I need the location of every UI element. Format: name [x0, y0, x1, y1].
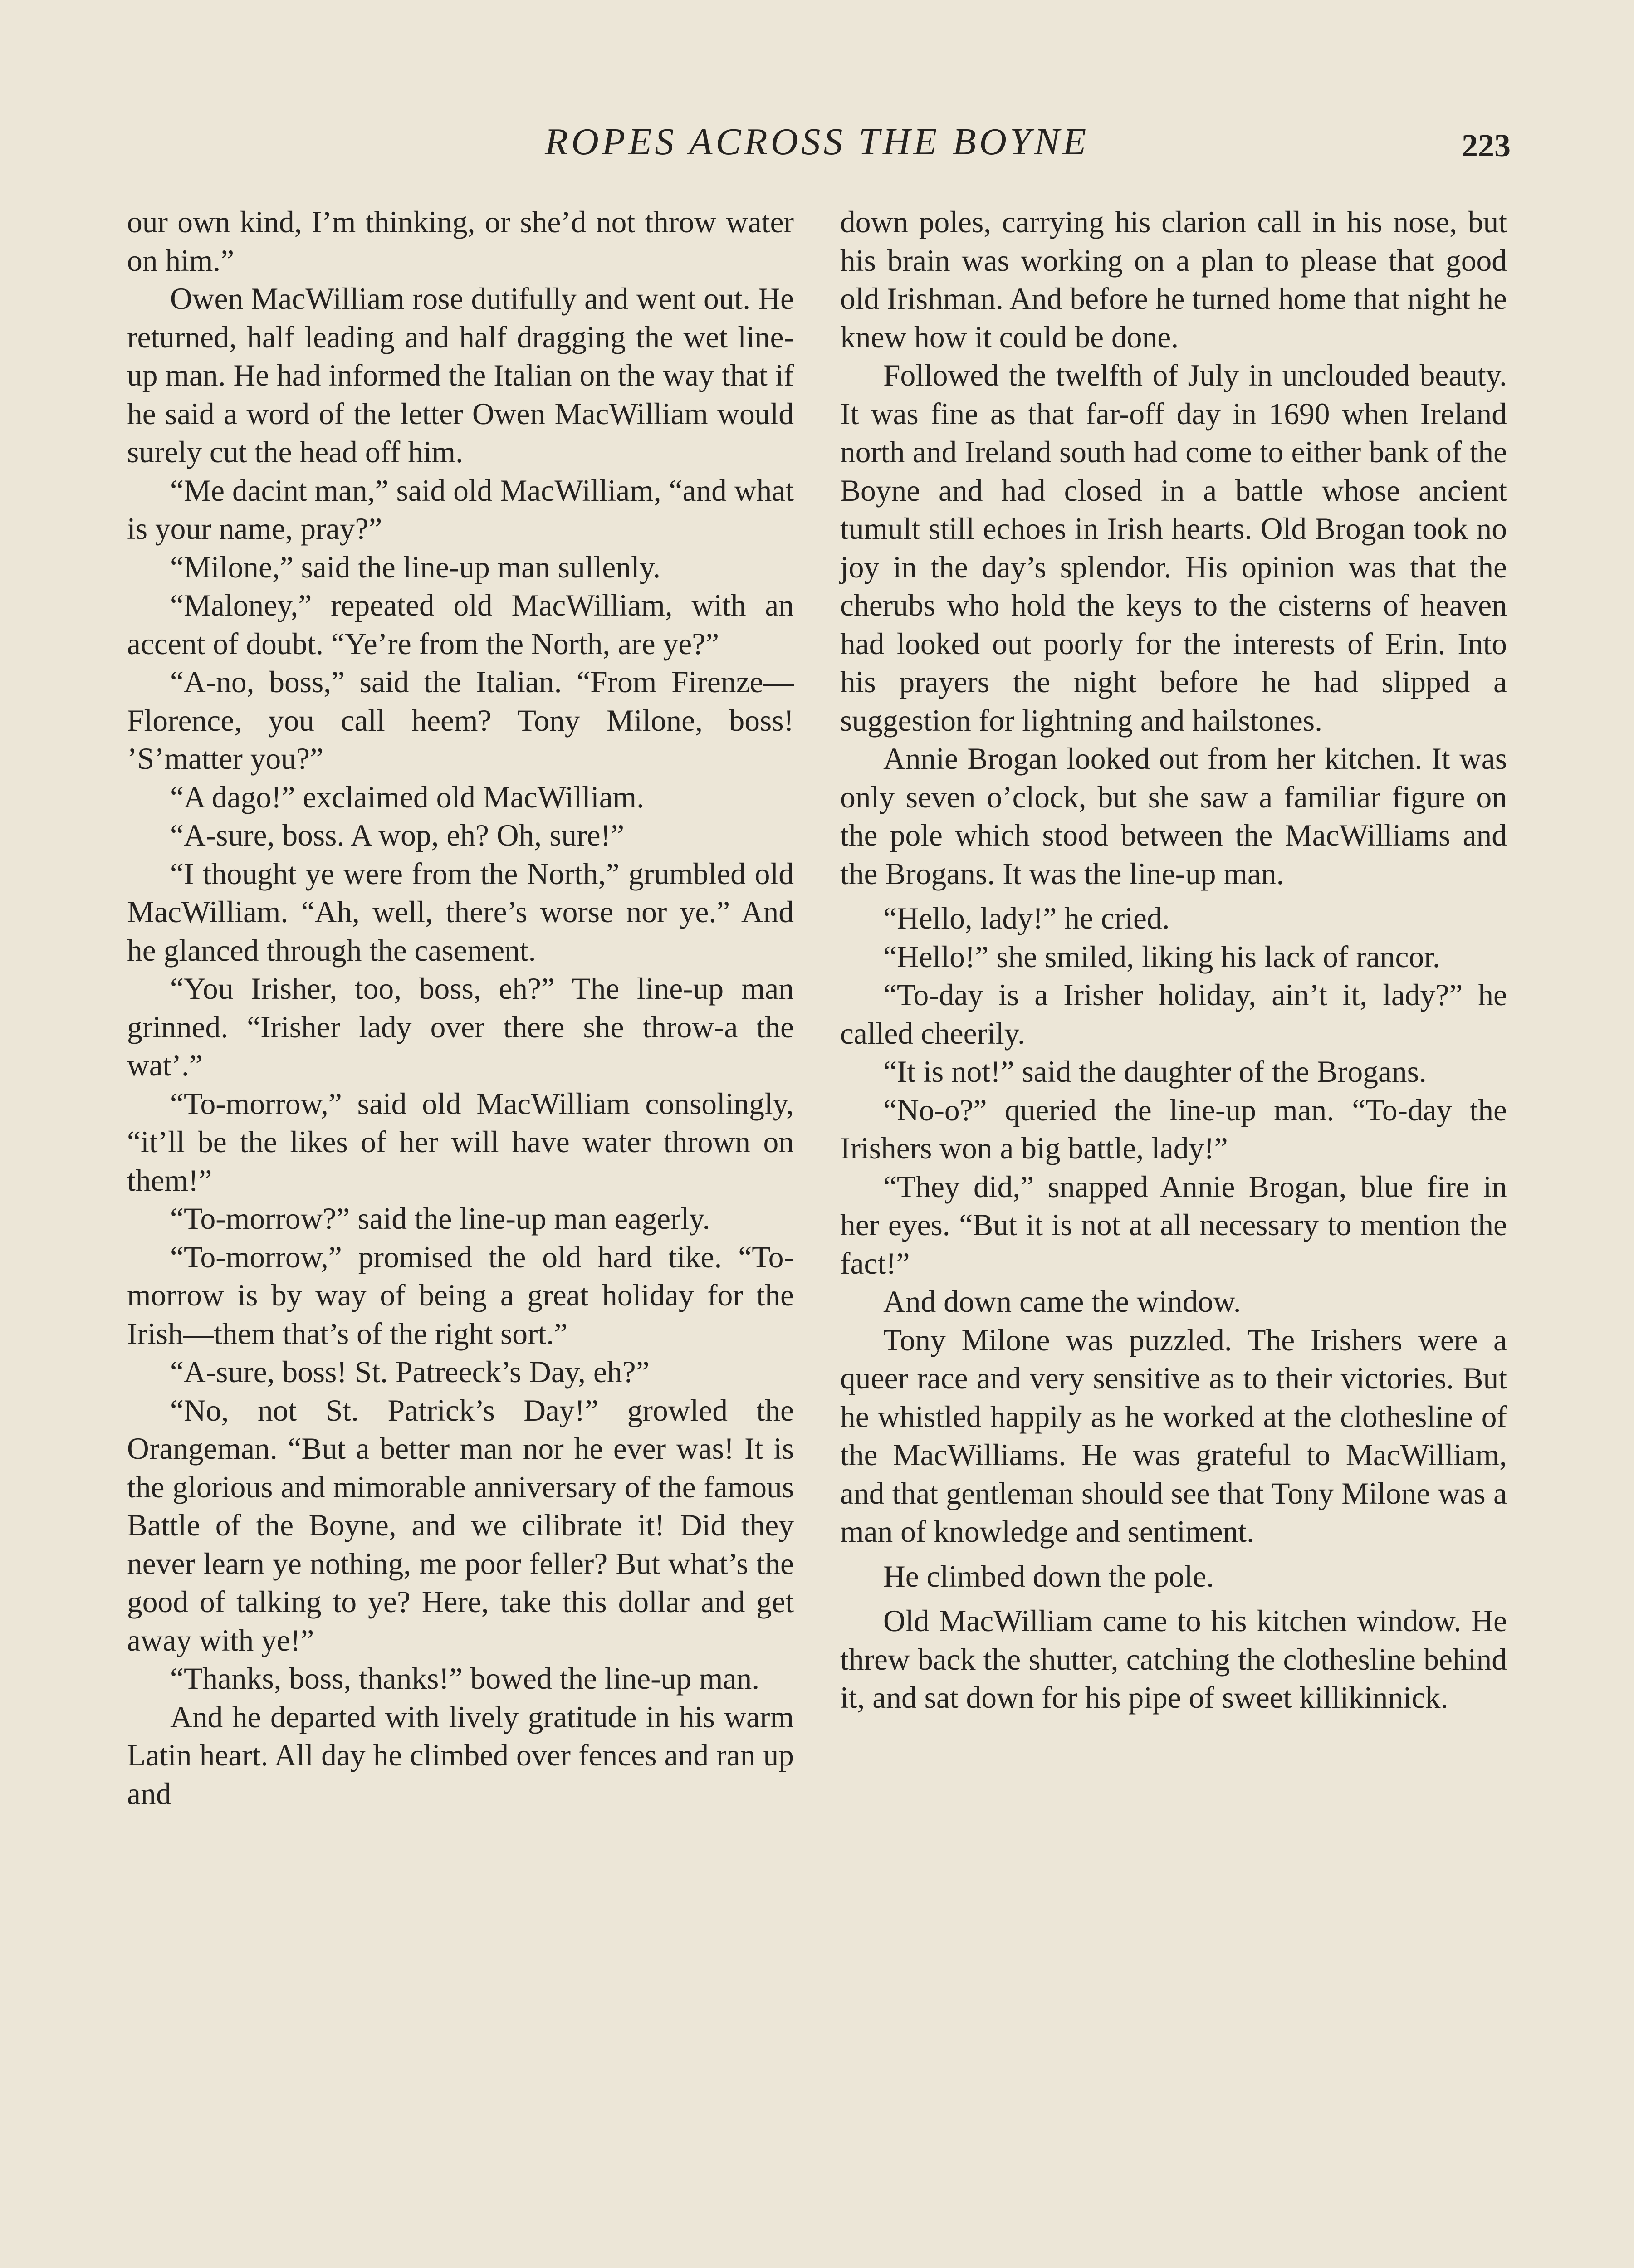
running-title: ROPES ACROSS THE BOYNE [544, 121, 1090, 163]
paragraph: Annie Brogan looked out from her kitchen. It was only seven o’clock, but she saw a familiar figure on the pole which stood between the MacWilliams and the Brogans. It was the line-up man. [840, 742, 1507, 891]
paragraph: And he departed with lively gratitude in his warm Latin heart. All day he climbed over fences and ran up and [127, 1700, 794, 1811]
right-column [840, 203, 1507, 1717]
paragraph: “To-morrow,” said old MacWilliam consolingly, “it’ll be the likes of her will have water thrown on them!” [127, 1086, 794, 1198]
paragraph: “Maloney,” repeated old MacWilliam, with an accent of doubt. “Ye’re from the North, are ye?” [127, 588, 794, 661]
paragraph: And down came the window. [883, 1285, 1241, 1319]
paragraph: Tony Milone was puzzled. The Irishers were a queer race and very sensitive as to their victories. But he whistled happily as he worked at the clothesline of the MacWilliams. He was grateful to MacWilliam, and that gentleman should see that Tony Milone was a man of knowledge and sentiment. [840, 1323, 1507, 1549]
paragraph: “No, not St. Patrick’s Day!” growled the Orangeman. “But a better man nor he ever was! It is the glorious and mimorable anniversary of the famous Battle of the Boyne, and we cilibrate it! Did they never learn ye nothing, me poor feller? But what’s the good of talking to ye? Here, take this dollar and get away with ye!” [127, 1393, 794, 1657]
paragraph: “Me dacint man,” said old MacWilliam, “and what is your name, pray?” [127, 473, 794, 546]
paragraph: “No-o?” queried the line-up man. “To-day the Irishers won a big battle, lady!” [840, 1093, 1507, 1165]
paragraph: “To-morrow?” said the line-up man eagerly. [170, 1202, 710, 1236]
paragraph: “A-sure, boss. A wop, eh? Oh, sure!” [170, 818, 625, 852]
paragraph: “Thanks, boss, thanks!” bowed the line-up man. [170, 1662, 760, 1696]
paragraph: “I thought ye were from the North,” grumbled old MacWilliam. “Ah, well, there’s worse nor ye.” And he glanced through the casement. [127, 856, 794, 968]
paragraph: “A-no, boss,” said the Italian. “From Firenze—Florence, you call heem? Tony Milone, boss! ’S’matter you?” [127, 665, 794, 776]
paragraph: “It is not!” said the daughter of the Brogans. [883, 1055, 1427, 1089]
paragraph: Old MacWilliam came to his kitchen window. He threw back the shutter, catching the clothesline behind it, and sat down for his pipe of sweet killikinnick. [840, 1604, 1507, 1715]
paragraph: “You Irisher, too, boss, eh?” The line-up man grinned. “Irisher lady over there she throw-a the wat’.” [127, 972, 794, 1082]
paragraph: “Hello!” she smiled, liking his lack of rancor. [883, 939, 1440, 974]
paragraph: Followed the twelfth of July in unclouded beauty. It was fine as that far-off day in 1690 when Ireland north and Ireland south had come to either bank of the Boyne and had closed in a battle whose ancient tumult still echoes in Irish hearts. Old Brogan took no joy in the day’s splendor. His opinion was that the cherubs who hold the keys to the cisterns of heaven had looked out poorly for the interests of Erin. Into his prayers the night before he had slipped a suggestion for lightning and hailstones. [840, 358, 1507, 738]
paragraph: “To-morrow,” promised the old hard tike. “To-morrow is by way of being a great holiday for the Irish—them that’s of the right sort.” [127, 1240, 794, 1351]
page-number: 223 [1462, 127, 1511, 164]
paragraph: down poles, carrying his clarion call in his nose, but his brain was working on a plan to please that good old Irishman. And before he turned home that night he knew how it could be done. [840, 205, 1507, 354]
paragraph: “Hello, lady!” he cried. [883, 901, 1170, 935]
paragraph: “A-sure, boss! St. Patreeck’s Day, eh?” [170, 1355, 650, 1389]
page-header [0, 117, 1634, 167]
paragraph: our own kind, I’m thinking, or she’d not throw water on him.” [127, 205, 794, 278]
paragraph: “A dago!” exclaimed old MacWilliam. [170, 780, 645, 814]
paragraph: He climbed down the pole. [883, 1559, 1214, 1593]
paragraph: Owen MacWilliam rose dutifully and went out. He returned, half leading and half dragging the wet line-up man. He had informed the Italian on the way that if he said a word of the letter Owen MacWilliam would surely cut the head off him. [127, 282, 794, 469]
paragraph: “Milone,” said the line-up man sullenly. [170, 550, 660, 584]
paragraph: “They did,” snapped Annie Brogan, blue fire in her eyes. “But it is not at all necessary to mention the fact!” [840, 1169, 1507, 1281]
paragraph: “To-day is a Irisher holiday, ain’t it, lady?” he called cheerily. [840, 978, 1507, 1051]
left-column [127, 203, 794, 1813]
